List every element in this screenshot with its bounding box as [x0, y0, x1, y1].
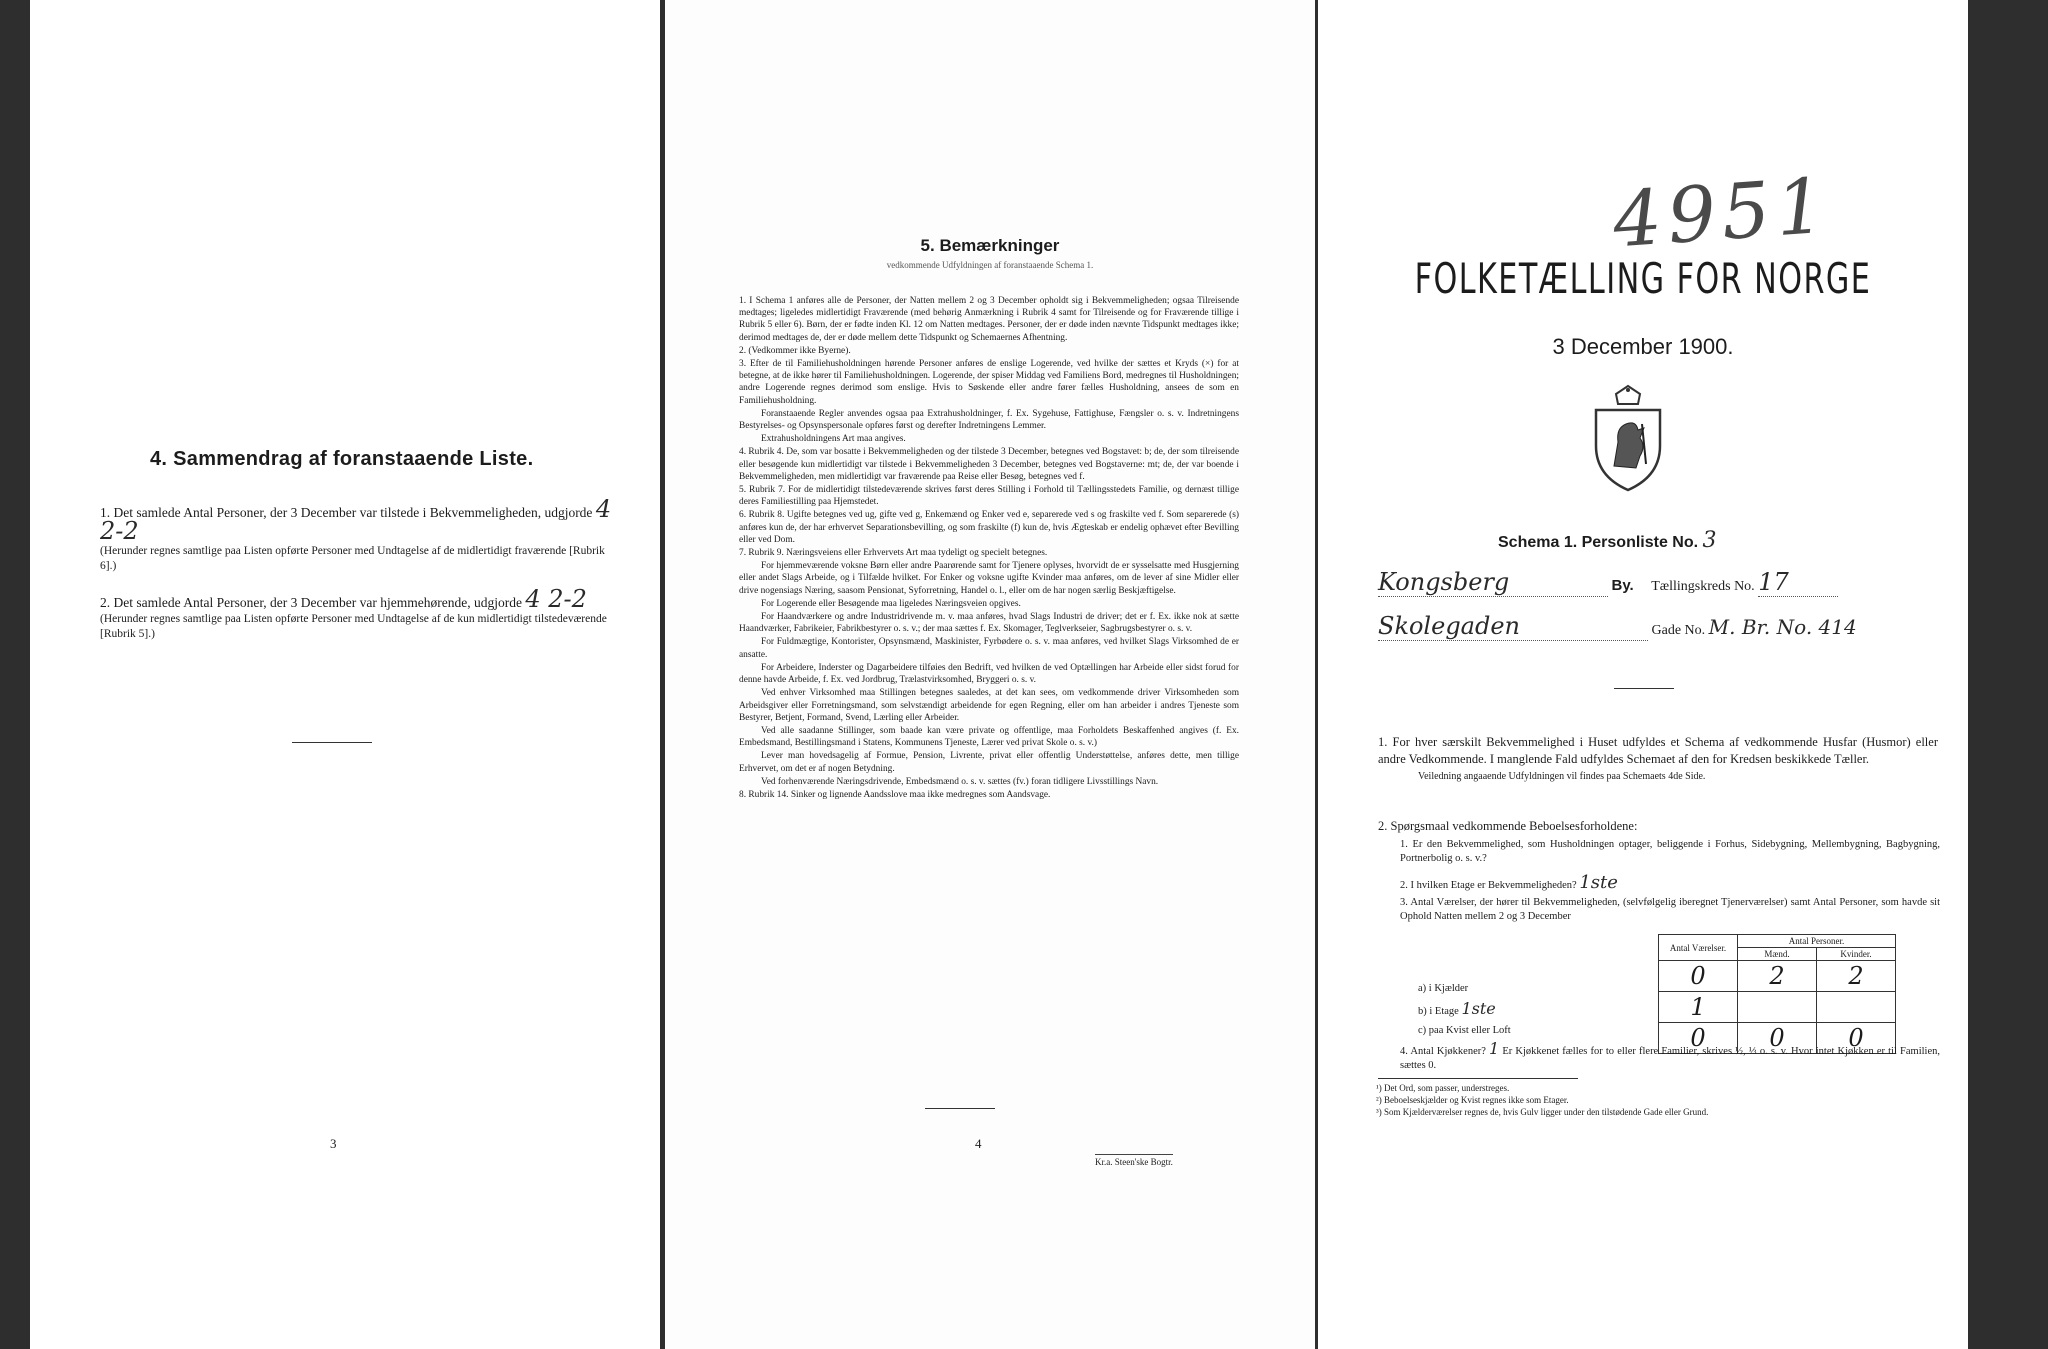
- printer-credit: Kr.a. Steen'ske Bogtr.: [1095, 1154, 1173, 1167]
- footnotes: [1376, 1082, 1936, 1118]
- census-title: FOLKETÆLLING FOR NORGE: [1414, 254, 1872, 303]
- location-line: [1378, 568, 1938, 597]
- remark-paragraph: 2. (Vedkommer ikke Byerne).: [739, 345, 851, 356]
- middle-page: [665, 0, 1315, 1349]
- remark-paragraph: 4. Rubrik 4. De, som var bosatte i Bekvemmeligheden og der tilstede 3 December, betegnes ved Bogstavet: b; de, der som tilreisende eller besøgende kun midlertidigt var tilstede i Bekvemmeligheden 3 December, betegnes ved Bogstaverne: mt; de, der var boende i Bekvemmeligheden, men midlertidigt var fraværende paa Reise eller Besøg, betegnes ved f.: [739, 447, 1239, 482]
- summary-item-2-handwriting: 4 2-2: [525, 585, 587, 613]
- town-handwriting: Kongsberg: [1378, 568, 1608, 597]
- remark-paragraph: 3. Efter de til Familiehusholdningen hørende Personer anføres de enslige Logerende, ved hvilke der sættes et Kryds (×) for at betegne, at de ikke hører til Familiehusholdningen. Logerende, der spiser Middag ved Familiens Bord, medregnes til Husholdningen; andre Logerende regnes derimod som enslige. Hvis to Søskende eller andre fører fælles Husholdning, ansees de som en Familiehusholdning.: [739, 359, 1239, 406]
- question-2: [1400, 874, 1940, 894]
- summary-item-1-text: 1. Det samlede Antal Personer, der 3 December var tilstede i Bekvemmeligheden, udgjorde: [100, 505, 593, 520]
- row-b-men: [1738, 992, 1817, 1023]
- remarks-heading: 5. Bemærkninger: [920, 236, 1060, 255]
- question-4: [1400, 1039, 1940, 1073]
- instruction-1-note: Veiledning angaaende Udfyldningen vil findes paa Schemaets 4de Side.: [1418, 771, 1706, 782]
- row-c-women: 0: [1817, 1023, 1896, 1054]
- remark-paragraph: 8. Rubrik 14. Sinker og lignende Aandsslove maa ikke medregnes som Aandsvage.: [739, 789, 1051, 800]
- right-page: [1318, 0, 1968, 1349]
- district-label: Tællingskreds No.: [1651, 579, 1755, 594]
- summary-item-2-text: 2. Det samlede Antal Personer, der 3 December var hjemmehørende, udgjorde: [100, 595, 522, 610]
- row-a-men: 2: [1738, 961, 1817, 992]
- remarks-subheading: vedkommende Udfyldningen af foranstaaende Schema 1.: [886, 260, 1094, 270]
- rooms-table: [1658, 934, 1896, 1054]
- remark-paragraph: Foranstaaende Regler anvendes ogsaa paa Extrahusholdninger, f. Ex. Sygehuse, Fattighuse, Fængsler o. s. v. Indretningens Bestyrelses- og Opsynspersonale opføres først og derefter Indretningens Lemmer.: [739, 408, 1239, 432]
- district-handwriting: 17: [1758, 568, 1838, 597]
- remark-paragraph: For Logerende eller Besøgende maa ligeledes Næringsveien opgives.: [761, 598, 1021, 609]
- row-b-rooms: 1: [1659, 992, 1738, 1023]
- remark-paragraph: Ved alle saadanne Stillinger, som baade kan være private og offentlige, maa Forholdets Beskaffenhed angives (f. Ex. Embedsmand, Bestillingsmand i Statens, Kommunens Tjeneste, Lærer ved privat Skole o. s. v.): [739, 725, 1239, 749]
- question-2-handwriting: 1ste: [1579, 872, 1618, 893]
- instruction-1-text: 1. For hver særskilt Bekvemmelighed i Huset udfyldes et Schema af vedkommende Husfar (Husmor) eller andre Vedkommende. I manglende Fald udfyldes Schemaet af den for Kredsen beskikkede Tæller.: [1378, 735, 1938, 766]
- remark-paragraph: Ved forhenværende Næringsdrivende, Embedsmænd o. s. v. sættes (fv.) foran tidligere Livsstillings Navn.: [761, 776, 1159, 787]
- question-2-text: 2. I hvilken Etage er Bekvemmeligheden?: [1400, 880, 1577, 891]
- row-c-rooms: 0: [1659, 1023, 1738, 1054]
- row-c-men: 0: [1738, 1023, 1817, 1054]
- schema-number-handwriting: 3: [1702, 528, 1717, 553]
- remarks-divider: [925, 1108, 995, 1109]
- row-a-rooms: 0: [1659, 961, 1738, 992]
- summary-item-1-note: (Herunder regnes samtlige paa Listen opførte Personer med Undtagelse af de midlertidigt fraværende [Rubrik 6].): [100, 545, 605, 572]
- question-1: 1. Er den Bekvemmelighed, som Husholdningen optager, beliggende i Forhus, Sidebygning, Mellembygning, Bagbygning, Portnerbolig o. s. v.?: [1400, 839, 1940, 864]
- remark-paragraph: For Arbeidere, Inderster og Dagarbeidere tilføies den Bedrift, ved hvilken de ved Optællingen har Arbeide eller sidst forud for denne havde Arbeide, f. Ex. ved Jordbrug, Trælastvirksomhed, Bryggeri o. s. v.: [739, 662, 1239, 686]
- row-b-handwriting: 1ste: [1461, 999, 1496, 1018]
- left-page-number: 3: [330, 1136, 337, 1151]
- row-b-label-line: [1418, 1000, 1648, 1020]
- street-number-handwriting: M. Br. No. 414: [1708, 615, 1857, 639]
- schema-line: [1498, 528, 1717, 553]
- schema-label: Schema 1. Personliste No.: [1498, 534, 1699, 551]
- by-label: By.: [1611, 577, 1634, 594]
- census-date: 3 December 1900.: [1552, 334, 1734, 359]
- coat-of-arms-icon: [1588, 384, 1668, 494]
- row-c-label: c) paa Kvist eller Loft: [1418, 1025, 1511, 1036]
- footnote-3: ³) Som Kjælderværelser regnes de, hvis Gulv ligger under den tilstødende Gade eller Grund.: [1376, 1107, 1709, 1117]
- footnote-1: ¹) Det Ord, som passer, understreges.: [1376, 1083, 1510, 1093]
- summary-item-1: [100, 495, 620, 574]
- header-persons: Antal Personer.: [1738, 935, 1896, 948]
- remark-paragraph: 6. Rubrik 8. Ugifte betegnes ved ug, gifte ved g, Enkemænd og Enker ved e, separerede ved s og fraskilte ved f. Som separerede (s) anføres kun de, der har erhvervet Separationsbevilling, og som fraskilte (f) kun de, hvis Ægteskab er endelig ophævet efter Bevilling eller ved Dom.: [739, 510, 1239, 545]
- remark-paragraph: Ved enhver Virksomhed maa Stillingen betegnes saaledes, at det kan sees, om vedkommende driver Virksomheden som Arbeidsgiver eller Forretningsmand, som selvstændigt arbeidende for egen Regning, eller om han arbeider i andres Tjeneste som Bestyrer, Betjent, Formand, Svend, Lærling eller Arbeider.: [739, 688, 1239, 723]
- summary-item-1-handwriting: 4 2-2: [100, 495, 612, 545]
- row-a-women: 2: [1817, 961, 1896, 992]
- remark-paragraph: 5. Rubrik 7. For de midlertidigt tilstedeværende skrives først deres Stilling i Forhold til Tællingsstedets Familie, og dernæst tillige deres Familiestilling paa Hjemstedet.: [739, 485, 1239, 508]
- street-label: Gade No.: [1651, 623, 1706, 638]
- remark-paragraph: Extrahusholdningens Art maa angives.: [761, 434, 906, 445]
- remarks-body: [739, 295, 1239, 802]
- archive-number-handwriting: 4951: [1610, 160, 1834, 265]
- row-b-women: [1817, 992, 1896, 1023]
- street-line: [1378, 612, 1938, 641]
- ornament-divider: [1614, 688, 1674, 689]
- row-a-label: a) i Kjælder: [1418, 983, 1469, 994]
- footnote-rule: [1378, 1078, 1578, 1079]
- header-men: Mænd.: [1738, 948, 1817, 961]
- header-rooms: Antal Værelser.: [1659, 935, 1738, 961]
- header-women: Kvinder.: [1817, 948, 1896, 961]
- question-4-text: 4. Antal Kjøkkener?: [1400, 1046, 1486, 1057]
- summary-item-2: [100, 585, 620, 642]
- row-b-label: b) i Etage: [1418, 1006, 1459, 1017]
- remark-paragraph: Lever man hovedsagelig af Formue, Pension, Livrente, privat eller offentlig Understøttelse, anføres dette, men tillige Erhvervet, om det er af nogen Betydning.: [739, 751, 1239, 774]
- summary-item-2-note: (Herunder regnes samtlige paa Listen opførte Personer med Undtagelse af de kun midlertidigt tilstedeværende [Rubrik 5].): [100, 613, 607, 640]
- instruction-2: 2. Spørgsmaal vedkommende Beboelsesforholdene:: [1378, 819, 1638, 833]
- footnote-2: ²) Beboelseskjælder og Kvist regnes ikke som Etager.: [1376, 1095, 1569, 1105]
- question-4-rest: Er Kjøkkenet fælles for to eller flere Familier, skrives ½, ⅓ o. s. v. Hvor intet Kjøkken er til Familien, sættes 0.: [1400, 1046, 1940, 1071]
- remark-paragraph: For hjemmeværende voksne Børn eller andre Paarørende samt for Tjenere oplyses, hvorvidt de er sysselsatte med Husgjerning eller andet Slags Arbeide, og i Tilfælde hvilket. For Enker og voksne ugifte Kvinder maa anføres, om de lever af sine Midler eller drive nogensiags Næring, saasom Pensionat, Syforretning, Handel o. l., eller om de har nogen særlig Beskjæftigelse.: [739, 561, 1239, 596]
- remark-paragraph: 7. Rubrik 9. Næringsveiens eller Erhvervets Art maa tydeligt og specielt betegnes.: [739, 548, 1048, 559]
- question-3: 3. Antal Værelser, der hører til Bekvemmeligheden, (selvfølgelig iberegnet Tjenerværelser) samt Antal Personer, som havde sit Ophold Natten mellem 2 og 3 December: [1400, 897, 1940, 922]
- remark-paragraph: For Haandværkere og andre Industridrivende m. v. maa anføres, hvad Slags Industri de driver; det er f. Ex. ikke nok at sætte Haandværker, Fabrikeier, Fabrikbestyrer o. s. v.; der maa sættes f. Ex. Skomager, Teglverkseier, Sagbrugsbestyrer o. s. v.: [739, 612, 1239, 635]
- middle-page-number: 4: [975, 1136, 982, 1151]
- question-4-handwriting: 1: [1489, 1039, 1500, 1058]
- summary-divider: [292, 742, 372, 743]
- remark-paragraph: 1. I Schema 1 anføres alle de Personer, der Natten mellem 2 og 3 December opholdt sig i Bekvemmeligheden; ogsaa Tilreisende medtages; ligeledes midlertidigt Fraværende (med behørig Anmærkning i Rubrik 4 samt for Tilreisende og for Fraværende tillige i Rubrik 5 eller 6). Børn, der er fødte inden Kl. 12 om Natten medtages. Personer, der er døde inden nævnte Tidspunkt medtages ikke; derimod medtages de, der er døde mellem dette Tidspunkt og Schemaernes Afhentning.: [739, 296, 1239, 343]
- remark-paragraph: For Fuldmægtige, Kontorister, Opsynsmænd, Maskinister, Fyrbødere o. s. v. maa anføres, ved hvilket Slags Virksomhed de er ansatte.: [739, 637, 1239, 660]
- street-handwriting: Skolegaden: [1378, 612, 1648, 641]
- left-page: [30, 0, 660, 1349]
- instruction-1: [1378, 734, 1938, 785]
- summary-heading: 4. Sammendrag af foranstaaende Liste.: [150, 448, 534, 470]
